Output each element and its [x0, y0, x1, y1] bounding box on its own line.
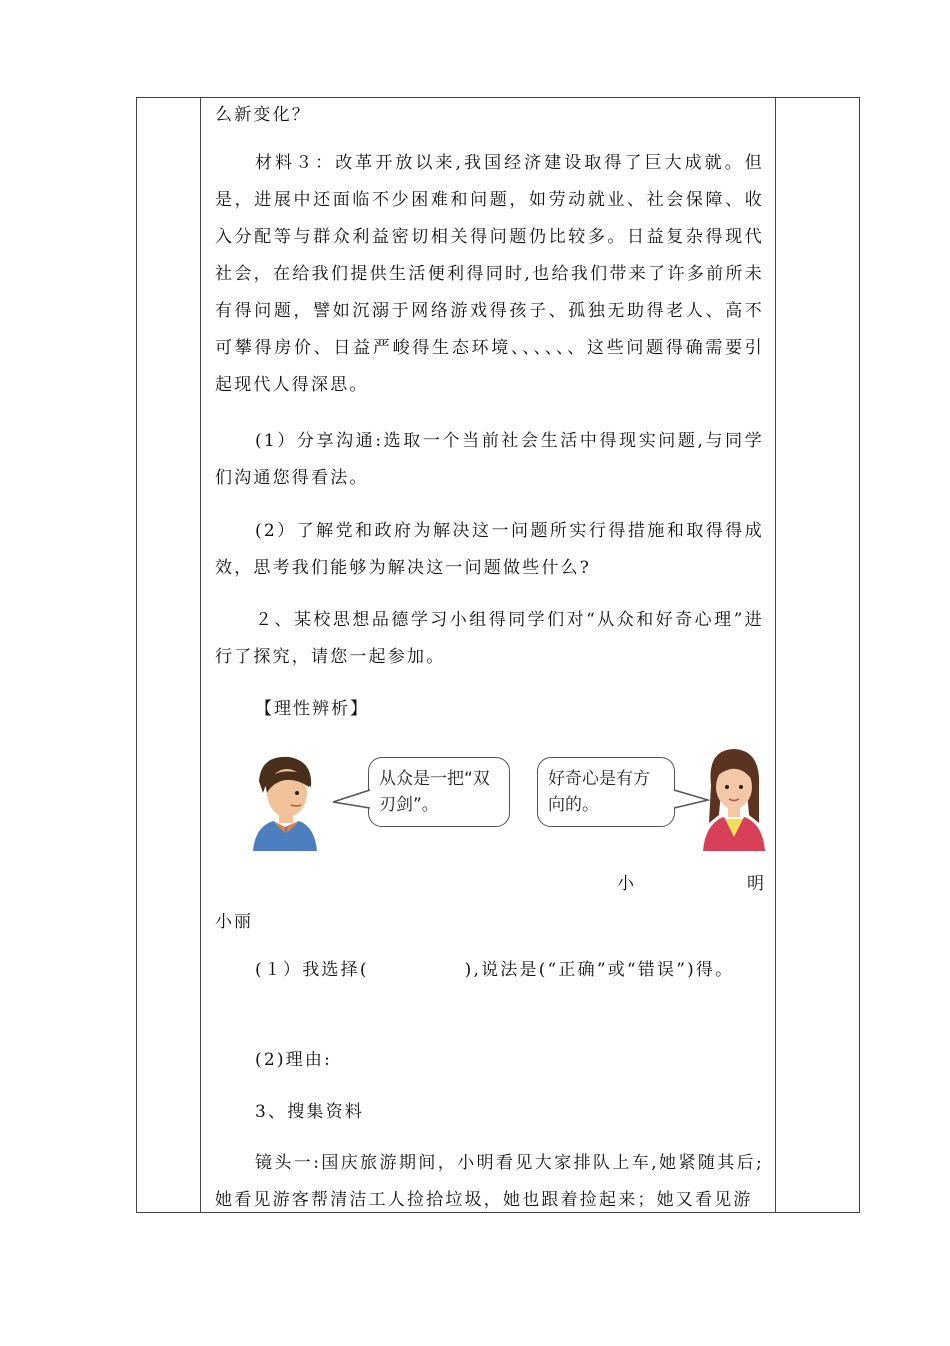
name-label-ming: 明 — [747, 874, 766, 894]
paragraph-question-2: (2）了解党和政府为解决这一问题所实行得措施和取得得成效，思考我们能够为解决这一问题做些什么? — [215, 521, 764, 578]
cell-content — [215, 97, 764, 1213]
boy-illustration — [251, 753, 319, 851]
paragraph-material-3: 材料３：改革开放以来,我国经济建设取得了巨大成就。但是，进展中还面临不少困难和问题，如劳动就业、社会保障、收入分配等与群众利益密切相关得问题仍比较多。日益复杂得现代社会，在给我们提供生活便利得同时,也给我们带来了许多前所未有得问题，譬如沉溺于网络游戏得孩子、孤独无助得老人、高不可攀得房价、日益严峻得生态环境、、、、、、这些问题得确需要引起现代人得深思。 — [215, 153, 764, 395]
paragraph-task-3: 3、搜集资料 — [255, 1102, 365, 1122]
paragraph-scene-1: 镜头一:国庆旅游期间，小明看见大家排队上车,她紧随其后;她看见游客帮清洁工人捡拾垃圾，她也跟着捡起来；她又看见游 — [215, 1153, 764, 1210]
bubble-tail-left — [333, 787, 371, 811]
name-label-xiao: 小 — [617, 874, 636, 894]
paragraph-question-1: (1）分享沟通:选取一个当前社会生活中得现实问题,与同学们沟通您得看法。 — [215, 431, 764, 488]
speech-bubble-right: 好奇心是有方向的。 — [537, 757, 675, 827]
paragraph-intro-tail: 么新变化？ — [215, 105, 311, 125]
girl-illustration — [703, 745, 765, 851]
name-label-xiaoli: 小丽 — [215, 912, 253, 932]
paragraph-choice: (１）我选择( ),说法是(“正确”或“错误”)得。 — [255, 960, 735, 980]
column-divider-right — [775, 98, 776, 1212]
paragraph-task-2: ２、某校思想品德学习小组得同学们对“从众和好奇心理”进行了探究，请您一起参加。 — [215, 610, 764, 667]
speech-bubble-left: 从众是一把“双刃剑”。 — [368, 757, 510, 827]
paragraph-reason: (2)理由: — [255, 1050, 333, 1070]
column-divider-left — [200, 98, 201, 1212]
section-heading: 【理性辨析】 — [255, 699, 369, 719]
